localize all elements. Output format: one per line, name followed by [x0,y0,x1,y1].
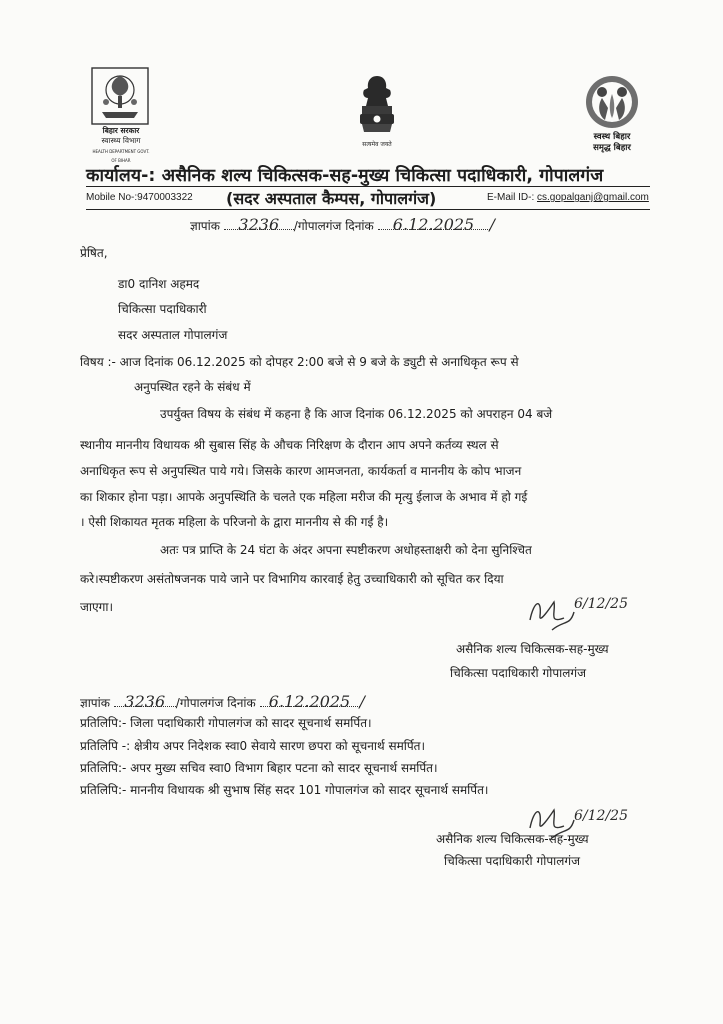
body-p1-line-1: उपर्युक्त विषय के संबंध में कहना है कि आज दिनांक 06.12.2025 को अपराहन 04 बजे [160,407,553,421]
addressee-place: सदर अस्पताल गोपालगंज [118,328,228,342]
email-label: E-Mail ID-: [487,192,537,203]
subject-line-2: अनुपस्थित रहने के संबंध में [134,380,251,394]
body-p1-line-3: अनाधिकृत रूप से अनुपस्थित पाये गये। जिसके कारण आमजनता, कार्यकर्ता व माननीय के कोप भाजन [80,464,522,478]
signature-1-date: 6/12/25 [574,596,628,612]
body-p1-line-4: का शिकार होना पड़ा। आपके अनुपस्थिति के चलते एक महिला मरीज की मृत्यु ईलाज के अभाव में हो गई [80,490,528,504]
email-address: cs.gopalganj@gmail.com [537,192,649,203]
signature-2-line-1: असैनिक शल्य चिकित्सक-सह-मुख्य [436,832,589,846]
body-p1-line-5: । ऐसी शिकायत मृतक महिला के परिजनो के द्वारा माननीय से की गई है। [80,515,389,529]
ref-bottom-date: 6.12.2025 [260,692,360,707]
mobile-number: Mobile No-:9470003322 [86,192,193,203]
national-emblem-icon [346,72,408,148]
ref-bottom-number: 3236 [114,692,176,707]
copy-line-2: प्रतिलिपि -: क्षेत्रीय अपर निदेशक स्वा0 सेवाये सारण छपरा को सूचनार्थ समर्पित। [80,739,426,753]
ref-top-line [190,215,495,234]
addressee-designation: चिकित्सा पदाधिकारी [118,302,207,316]
signature-2-date: 6/12/25 [574,808,628,824]
swasth-bihar-logo [575,72,649,162]
logo-right-line1: स्वस्थ बिहार [593,132,631,142]
ref-top-label: ज्ञापांक [190,219,220,233]
copy-line-1: प्रतिलिपि:- जिला पदाधिकारी गोपालगंज को सादर सूचनार्थ समर्पित। [80,716,372,730]
sent-to-label: प्रेषित, [80,246,108,260]
office-title: कार्यालय-: असैनिक शल्य चिकित्सक-सह-मुख्य चिकित्सा पदाधिकारी, गोपालगंज [86,166,604,186]
bodhi-tree-seal-icon [88,66,152,128]
ref-top-number: 3236 [224,215,294,230]
campus-address: (सदर अस्पताल कैम्पस, गोपालगंज) [226,189,437,208]
ref-bottom-middle: /गोपालगंज दिनांक [175,696,256,710]
logo-left-line1: बिहार सरकार [102,126,140,135]
ref-bottom-end: / [359,692,365,711]
copy-line-4: प्रतिलिपि:- माननीय विधायक श्री सुभाष सिंह सदर 101 गोपालगंज को सादर सूचनार्थ समर्पित। [80,783,489,797]
addressee-name: डा0 दानिश अहमद [118,277,200,291]
bihar-health-dept-logo [88,66,152,163]
subject-line-1: विषय :- आज दिनांक 06.12.2025 को दोपहर 2:00 बजे से 9 बजे के ड्युटी से अनाधिकृत रूप से [80,355,519,369]
ref-top-end: / [489,215,495,234]
body-p2-line-2: करे।स्पष्टीकरण असंतोषजनक पाये जाने पर विभागिय कारवाई हेतु उच्चाधिकारी को सूचित कर दिया [80,572,504,586]
body-p2-line-1: अतः पत्र प्राप्ति के 24 घंटा के अंदर अपना स्पष्टीकरण अधोहस्ताक्षरी को देना सुनिश्चित [160,543,532,557]
signature-2-line-2: चिकित्सा पदाधिकारी गोपालगंज [444,854,581,868]
logo-left-line2: स्वास्थ्य विभाग [101,136,141,145]
signature-1-line-1: असैनिक शल्य चिकित्सक-सह-मुख्य [456,642,609,656]
body-p1-line-2: स्थानीय माननीय विधायक श्री सुबास सिंह के औचक निरिक्षण के दौरान आप अपने कर्तव्य स्थल से [80,438,499,452]
signature-1-line-2: चिकित्सा पदाधिकारी गोपालगंज [450,666,587,680]
ref-top-date: 6.12.2025 [378,215,490,230]
emblem-caption: सत्यमेव जयते [362,141,392,148]
body-p2-line-3: जाएगा। [80,600,114,614]
header-rule-bottom [86,209,650,210]
swasth-bihar-icon [575,72,649,134]
logo-left-line3: HEALTH DEPARTMENT GOVT. OF BIHAR [92,149,150,163]
ref-bottom-line [80,692,365,711]
logo-right-line2: समृद्ध बिहार [593,143,631,153]
copy-line-3: प्रतिलिपि:- अपर मुख्य सचिव स्वा0 विभाग बिहार पटना को सादर सूचनार्थ समर्पित। [80,761,438,775]
ref-top-middle: /गोपालगंज दिनांक [293,219,374,233]
email-line [487,192,649,203]
ref-bottom-label: ज्ञापांक [80,696,110,710]
